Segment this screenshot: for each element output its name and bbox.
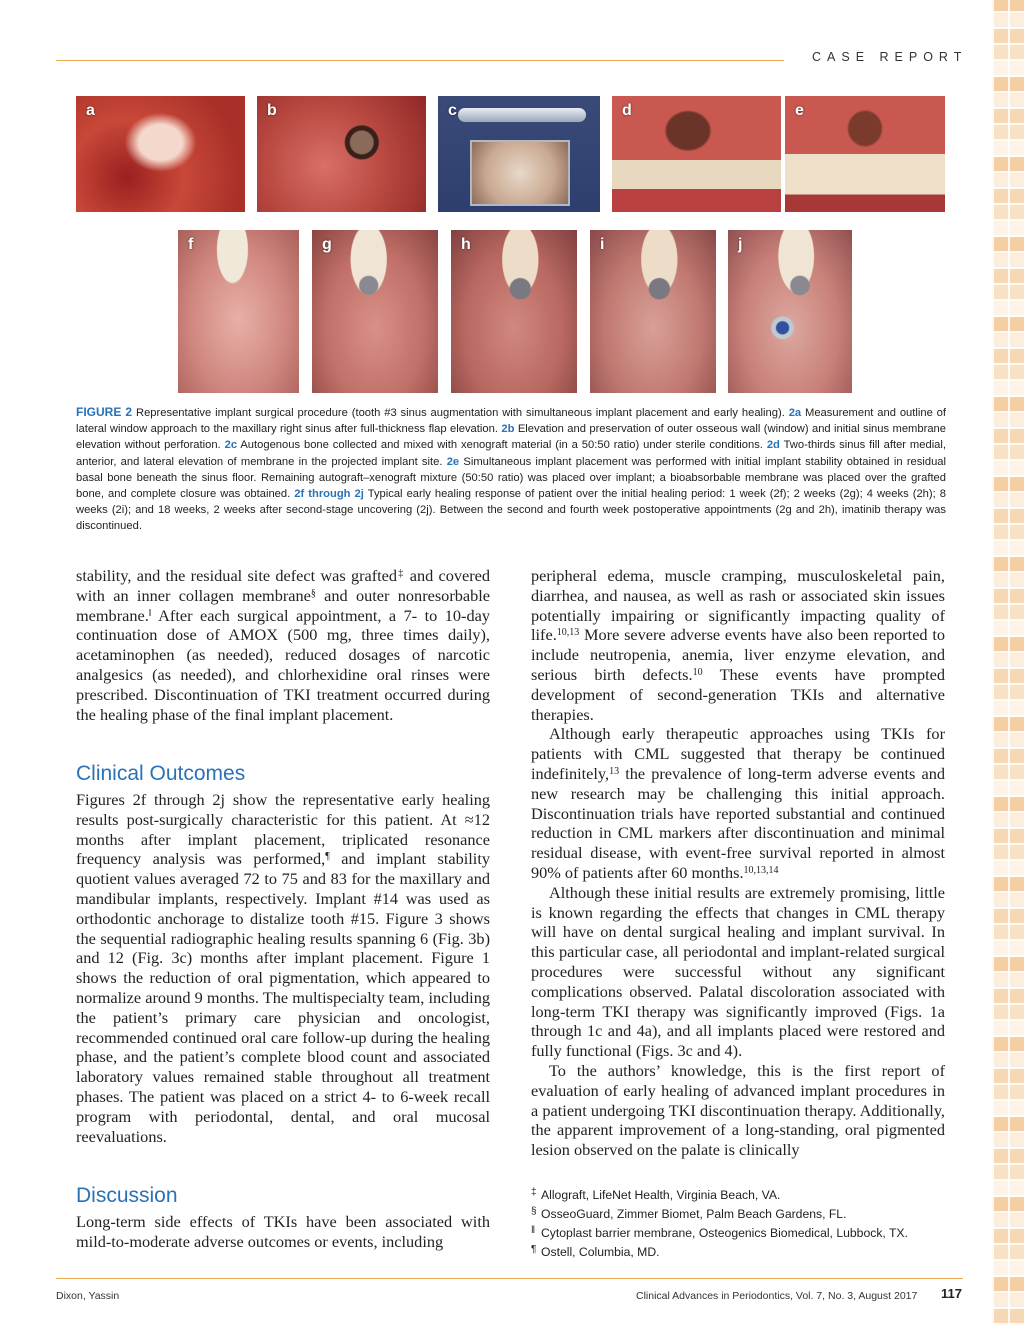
footnote-text: Allograft, LifeNet Health, Virginia Beach, VA. [541, 1188, 781, 1202]
figure-panel-g [312, 230, 438, 393]
caption-text: Autogenous bone collected and mixed with xenograft material (in a 50:50 ratio) under sterile conditions. [237, 439, 767, 452]
footnote-marker: § [310, 587, 316, 599]
panel-label: h [461, 236, 471, 253]
caption-text: Typical early healing response of patient over the initial healing period: 1 week (2f); 2 weeks (2g); 4 weeks (2h); 8 weeks (2i); and 18 weeks, 2 weeks after second-stage uncovering (2j). Between the second and fourth week postoperative appointments (2g and 2h), imatinib therapy was discontinued. [76, 488, 946, 533]
surgical-instrument-image [458, 108, 586, 122]
caption-ref-2e: 2e [446, 455, 460, 468]
text: and covered with an inner collagen membrane [76, 566, 491, 605]
figure-panel-b [257, 96, 426, 212]
body-paragraph [531, 724, 945, 882]
caption-ref-2c: 2c [224, 439, 238, 452]
panel-label: d [622, 102, 632, 119]
text: and implant stability quotient values averaged 72 to 75 and 83 for the maxillary and mandibular implants, respectively. Implant #14 was used as orthodontic anchorage to distalize tooth #15. Figure 3 shows the sequential radiographic healing results spanning 6 (Fig. 3b) and 12 (Fig. 3c) months after implant placement. Figure 1 shows the reduction of oral pigmentation, which appeared to normalize around 9 months. The multispecialty team, including the patient’s primary care physician and oncologist, recommended continued oral care follow-up during the healing phase, and the patient’s complete blood count and associated laboratory values remained stable throughout all treatment phases. The patient was placed on a strict 4- to 6-week recall program with periodontal, dental, and oral mucosal reevaluations. [76, 849, 490, 1146]
panel-label: j [738, 236, 743, 253]
footnote-mark: ¶ [531, 1244, 537, 1255]
caption-text: Two-thirds sinus fill after medial, anterior, and lateral elevation of membrane in the projected implant site. [76, 439, 946, 468]
figure-panel-c [438, 96, 600, 212]
footnote-mark: ǁ [531, 1225, 536, 1236]
footnote-mark: § [531, 1206, 537, 1217]
footnote [531, 1186, 961, 1205]
footer-journal: Clinical Advances in Periodontics, Vol. 7, No. 3, August 2017 [636, 1290, 918, 1302]
text: More severe adverse events have also been reported to include neutropenia, anemia, liver enzyme elevation, and serious birth defects. [531, 625, 945, 684]
figure-caption [76, 404, 946, 535]
footnote [531, 1224, 961, 1243]
footnote-mark: ‡ [531, 1187, 537, 1198]
text: Figures 2f through 2j show the representative early healing results post-surgically characteristic for this patient. At ≈12 months after implant placement, triplicated resonance frequency analysis was performed, [76, 790, 490, 869]
footnote [531, 1243, 961, 1262]
caption-ref-2a: 2a [788, 407, 802, 419]
panel-label: c [448, 102, 457, 119]
footnote-marker: ¶ [325, 851, 330, 863]
body-paragraph: To the authors’ knowledge, this is the first report of evaluation of early healing of advanced implant procedures in a patient undergoing TKI discontinuation therapy. Additionally, the apparent improvement of a long-standing, oral pigmented lesion observed on the palate is clinically [531, 1060, 945, 1160]
citation: 13 [609, 765, 620, 777]
caption-text: Measurement and outline of lateral window approach to the maxillary right sinus after full-thickness flap elevation. [76, 407, 947, 436]
figure-panel-f [178, 230, 299, 393]
panel-label: a [86, 102, 95, 119]
footnote-marker: ǁ [148, 607, 152, 619]
panel-label: i [600, 236, 605, 253]
body-paragraph [76, 566, 490, 724]
text: and outer nonresorbable membrane. [76, 585, 490, 625]
caption-text: Elevation and preservation of outer osseous wall (window) and initial sinus membrane elevation without perforation. [76, 423, 946, 452]
body-paragraph: Although these initial results are extremely promising, little is known regarding the effects that changes in CML therapy will have on dental surgical healing and implant survival. In this particular case, all periodontal and implant-related surgical procedures were successful without any significant complications observed. Palatal discoloration associated with long-term TKI therapy was significantly improved (Figs. 1a through 1c and 4a), and all implants placed were restored and fully functional (Figs. 3c and 4). [531, 882, 945, 1061]
figure-panel-a [76, 96, 245, 212]
figure-panel-i [590, 230, 716, 393]
footnotes [531, 1186, 961, 1262]
bone-graft-tray-image [470, 140, 570, 206]
body-paragraph: Long-term side effects of TKIs have been associated with mild-to-moderate adverse outcomes or events, including [76, 1212, 490, 1251]
caption-ref-2f-2j: 2f through 2j [294, 488, 364, 501]
figure-panel-h [451, 230, 577, 393]
body-paragraph [76, 790, 490, 1146]
text: After each surgical appointment, a 7- to 10-day continuation dose of AMOX (500 mg, three times daily), acetaminophen (as needed), reduced dosages of narcotic analgesics (as needed), and chlorhexidine oral rinses were prescribed. Discontinuation of TKI treatment occurred during the healing phase of the final implant placement. [76, 605, 490, 724]
citation: 10 [692, 666, 703, 678]
footnote-marker: ‡ [397, 568, 405, 579]
caption-text: Simultaneous implant placement was performed with initial implant stability obtained in residual basal bone beneath the sinus floor. Remaining autograft–xenograft mixture (50:50 ratio) was placed over implant; a bioabsorbable membrane was placed over the grafted bone, and complete closure was obtained. [76, 455, 947, 501]
panel-label: b [267, 102, 277, 119]
left-column-discussion [76, 1212, 490, 1252]
footnote [531, 1205, 961, 1224]
citation: 10,13 [556, 627, 580, 639]
panel-label: f [188, 236, 194, 253]
header-rule [56, 60, 784, 61]
text: stability, and the residual site defect was grafted [76, 566, 398, 585]
footer-authors: Dixon, Yassin [56, 1290, 120, 1302]
text: the prevalence of long-term adverse events and new research may be challenging this initial approach. Discontinuation trials have reported substantial and continued reduction in CML markers after discontinuation and minimal residual disease, with event-free survival reported in almost 90% of patients after 60 months. [531, 763, 945, 882]
text: Although early therapeutic approaches using TKIs for patients with CML suggested that therapy be continued indefinitely, [531, 724, 945, 783]
right-column [531, 566, 945, 1160]
left-column-clinical [76, 790, 490, 1146]
figure-panel-j [728, 230, 852, 393]
caption-ref-2b: 2b [501, 423, 515, 436]
caption-ref-2d: 2d [766, 439, 780, 452]
figure-panel-e [785, 96, 945, 212]
panel-label: g [322, 236, 332, 253]
panel-label: e [795, 102, 804, 119]
page-number: 117 [941, 1286, 962, 1301]
text: peripheral edema, muscle cramping, musculoskeletal pain, diarrhea, and nausea, as well as rash or associated skin issues potentially impairing or significantly impacting quality of life. [531, 566, 945, 645]
footer-rule [56, 1278, 963, 1279]
left-column-top [76, 566, 490, 724]
citation: 10,13,14 [743, 864, 779, 876]
body-paragraph [531, 566, 945, 724]
text: These events have prompted development of second-generation TKIs and alternative therapies. [531, 664, 945, 724]
footnote-text: OsseoGuard, Zimmer Biomet, Palm Beach Gardens, FL. [541, 1207, 847, 1221]
decorative-mosaic-strip [992, 0, 1024, 1325]
heading-clinical-outcomes: Clinical Outcomes [76, 762, 246, 785]
caption-text: Representative implant surgical procedure (tooth #3 sinus augmentation with simultaneous implant placement and early healing). [132, 407, 789, 419]
footnote-text: Ostell, Columbia, MD. [541, 1245, 660, 1259]
footnote-text: Cytoplast barrier membrane, Osteogenics Biomedical, Lubbock, TX. [541, 1226, 908, 1240]
heading-discussion: Discussion [76, 1184, 178, 1207]
figure-label: FIGURE 2 [76, 405, 133, 419]
figure-panel-d [612, 96, 781, 212]
section-label: CASE REPORT [812, 50, 968, 64]
